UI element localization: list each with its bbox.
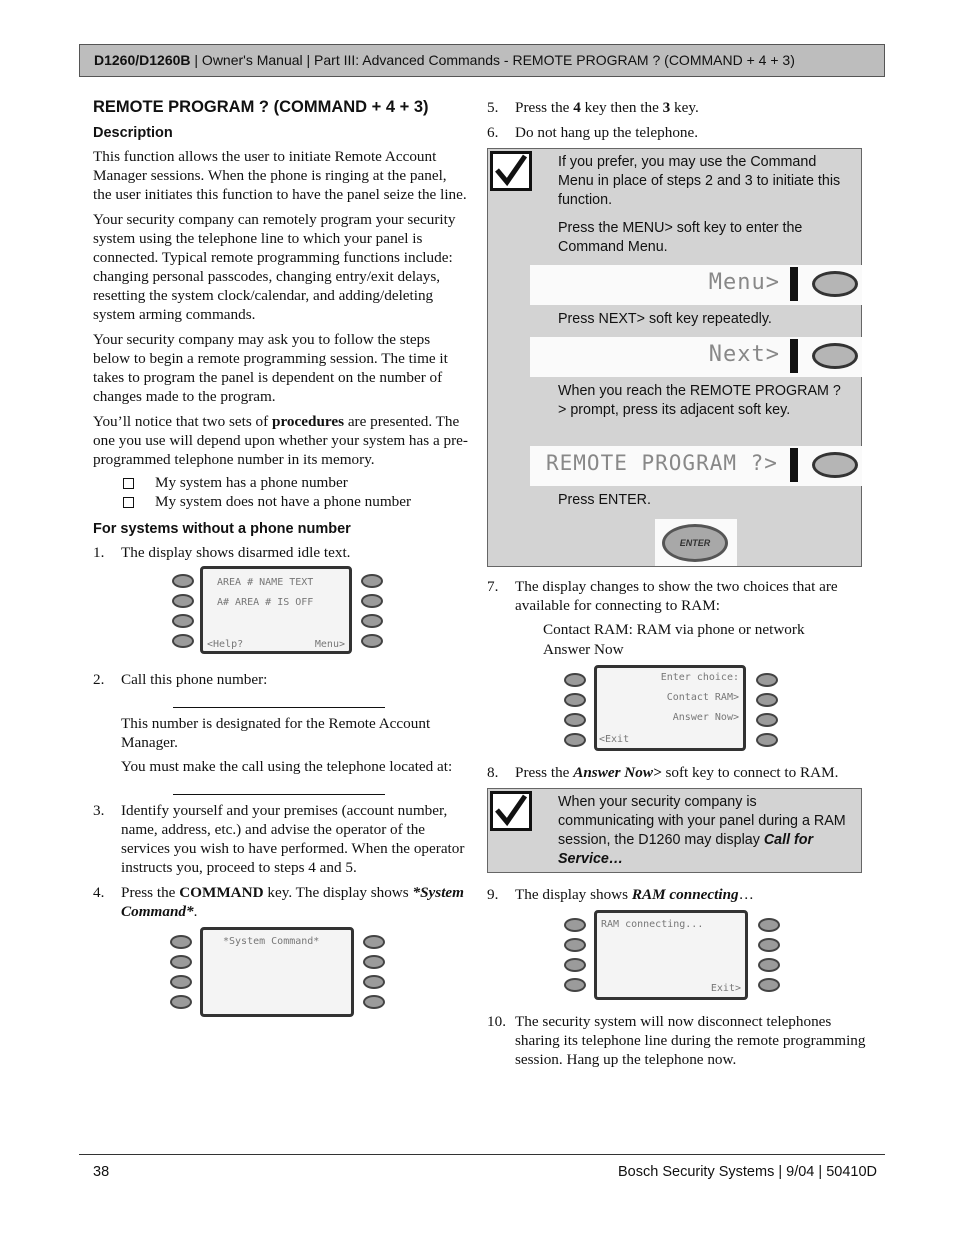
footer-rule (79, 1154, 885, 1155)
step-number: 3. (93, 802, 105, 819)
lcd-cursor-bar (790, 448, 798, 482)
paragraph-4 (93, 412, 468, 469)
page-number: 38 (93, 1164, 110, 1180)
keypad-display (594, 910, 748, 1000)
display-line: Contact RAM> (666, 692, 739, 703)
remote-program-soft-key (812, 452, 858, 478)
keypad-button (172, 594, 194, 608)
enter-key-strip (655, 519, 737, 566)
step-text (121, 883, 468, 921)
keypad-button (361, 574, 383, 588)
header-text: | Owner's Manual | Part III: Advanced Commands - REMOTE PROGRAM ? (COMMAND + 4 + 3) (190, 52, 795, 68)
keypad-button (564, 733, 586, 747)
s4-pre: Press the (121, 884, 180, 901)
next-soft-key (812, 343, 858, 369)
note-box-command-menu (487, 148, 862, 567)
step-number: 7. (487, 578, 499, 595)
s8-pre: Press the (515, 764, 574, 781)
step-3 (93, 801, 468, 877)
menu-soft-key (812, 271, 858, 297)
keypad-button (172, 634, 194, 648)
keypad-button (756, 693, 778, 707)
step-6 (487, 123, 867, 142)
step-number: 6. (487, 124, 499, 141)
note-text-4: When you reach the REMOTE PROGRAM ?> prompt, press its adjacent soft key. (558, 383, 841, 418)
keypad-button (564, 938, 586, 952)
lcd-next-text: Next> (708, 342, 780, 367)
keypad-button (361, 634, 383, 648)
step-2-note-2: You must make the call using the telephone located at: (121, 758, 453, 775)
note2-text: When your security company is communicating with your panel during a RAM session, the D1260 may display (558, 794, 846, 848)
step-text: The display shows disarmed idle text. (121, 544, 351, 561)
paragraph-1: This function allows the user to initiate Remote Account Manager sessions. When the phone is ringing at the panel, the user initiates this function to have the panel seize the line. (93, 148, 467, 203)
s9-pre: The display shows (515, 886, 632, 903)
display-line: Menu> (314, 639, 345, 650)
step-text (515, 763, 867, 782)
lcd-remote-text: REMOTE PROGRAM ?> (546, 451, 778, 475)
s4-bold: COMMAND (179, 884, 264, 901)
keypad-button (172, 574, 194, 588)
step-2 (93, 670, 468, 795)
s5-a: Press the (515, 99, 574, 116)
keypad-button (564, 673, 586, 687)
step-text: Do not hang up the telephone. (515, 124, 699, 141)
keypad-button (758, 938, 780, 952)
keypad-button (170, 995, 192, 1009)
keypad-button (564, 713, 586, 727)
option-answer-now: Answer Now (543, 641, 624, 658)
keypad-button (363, 955, 385, 969)
step-number: 8. (487, 764, 499, 781)
keypad-button (758, 918, 780, 932)
lcd-menu-strip (530, 265, 862, 305)
s8-italic: Answer Now> (573, 764, 662, 781)
keypad-button (363, 975, 385, 989)
option-contact-ram: Contact RAM: RAM via phone or network (543, 621, 805, 638)
step-1 (93, 543, 468, 562)
keypad-button (758, 978, 780, 992)
keypad-display (200, 927, 354, 1017)
step-number: 2. (93, 671, 105, 688)
keypad-button (361, 594, 383, 608)
step-2-note-1: This number is designated for the Remote Account Manager. (121, 715, 431, 751)
keypad-display (200, 566, 352, 654)
enter-key: ENTER (662, 524, 728, 562)
lcd-remote-strip (530, 446, 862, 486)
note-text-5: Press ENTER. (558, 492, 651, 508)
step-number: 5. (487, 99, 499, 116)
keypad-button (172, 614, 194, 628)
paragraph-2: Your security company can remotely program your security system using the telephone line to which your panel is connected. Typical remote programming functions include: changing personal passcodes, changing entry/exit delays, resetting the system clock/calendar, and adding/deleting system arming commands. (93, 211, 456, 323)
step-10 (487, 1012, 867, 1069)
keypad-button (170, 975, 192, 989)
s5-b: 4 (573, 99, 581, 116)
s5-c: key then the (580, 99, 663, 116)
display-line: Enter choice: (660, 672, 739, 683)
step-text: The display changes to show the two choices that are available for connecting to RAM: (515, 578, 838, 614)
p4-pre: You’ll notice that two sets of (93, 413, 273, 430)
keypad-button (564, 693, 586, 707)
keypad-button (363, 935, 385, 949)
keypad-button (363, 995, 385, 1009)
note-text-2: Press the MENU> soft key to enter the Command Menu. (558, 220, 803, 255)
keypad-button (564, 918, 586, 932)
step-9 (487, 885, 867, 904)
display-line: <Help? (207, 639, 244, 650)
description-heading: Description (93, 125, 173, 141)
bullet-list (123, 473, 468, 511)
step-number: 1. (93, 544, 105, 561)
note-text-1: If you prefer, you may use the Command Menu in place of steps 2 and 3 to initiate this function. (558, 154, 841, 208)
keypad-ram-connecting (562, 910, 782, 1002)
note-text-call-for-service (558, 793, 848, 869)
s4-post: key. The display shows (263, 884, 413, 901)
keypad-button (361, 614, 383, 628)
display-line: Exit> (710, 983, 741, 994)
keypad-button (564, 978, 586, 992)
lcd-cursor-bar (790, 339, 798, 373)
step-4 (93, 883, 468, 921)
p4-bold: procedures (272, 413, 345, 430)
step-text: Identify yourself and your premises (account number, name, address, etc.) and advise the operator of the services you wish to have performed. When the operator instructs you, proceed to steps 4 and 5. (121, 802, 465, 876)
keypad-idle (168, 566, 383, 662)
lcd-menu-text: Menu> (708, 270, 780, 295)
step-number: 10. (487, 1013, 506, 1030)
keypad-button (756, 713, 778, 727)
note-text-3: Press NEXT> soft key repeatedly. (558, 311, 772, 327)
step-number: 4. (93, 884, 105, 901)
s9-italic: RAM connecting (631, 886, 739, 903)
step-text (515, 98, 867, 117)
step-5 (487, 98, 867, 117)
display-line: RAM connecting... (601, 919, 704, 930)
p4-post: are presented. The one you use will depend upon whether your system has a pre-programmed telephone number in its memory. (93, 413, 468, 468)
lcd-next-strip (530, 337, 862, 377)
display-line: *System Command* (223, 936, 320, 947)
running-header (79, 44, 885, 77)
left-column (93, 98, 468, 1019)
step-text (515, 885, 867, 904)
s5-d: 3 (662, 99, 671, 116)
step-text: The security system will now disconnect telephones sharing its telephone line during the remote programming session. Hang up the telephone now. (515, 1013, 866, 1068)
lcd-cursor-bar (790, 267, 798, 301)
bullet-item: My system does not have a phone number (123, 492, 468, 511)
display-line: AREA # NAME TEXT (217, 577, 314, 588)
note2-italic: Call for Service… (558, 832, 814, 867)
display-line: A# AREA # IS OFF (217, 597, 314, 608)
keypad-button (564, 958, 586, 972)
checkmark-icon (490, 791, 532, 831)
paragraph-3: Your security company may ask you to follow the steps below to begin a remote programming session. The time it takes to program the panel is dependent on the number of changes made to the program. (93, 331, 448, 405)
keypad-button (170, 955, 192, 969)
note-box-call-for-service (487, 788, 862, 873)
s9-post: … (738, 886, 754, 903)
section-title: REMOTE PROGRAM ? (COMMAND + 4 + 3) (93, 98, 429, 116)
keypad-enter-choice (562, 665, 782, 753)
subheading-no-phone: For systems without a phone number (93, 521, 351, 537)
keypad-button (756, 733, 778, 747)
s5-e: key. (670, 99, 699, 116)
keypad-button (758, 958, 780, 972)
s4-end: . (193, 903, 198, 920)
bullet-item: My system has a phone number (123, 473, 468, 492)
keypad-display (594, 665, 746, 751)
header-model: D1260/D1260B (94, 52, 191, 68)
footer-publisher: Bosch Security Systems | 9/04 | 50410D (618, 1164, 877, 1180)
keypad-system-command (168, 927, 383, 1019)
s4-italic: *System Command* (121, 884, 464, 920)
step-number: 9. (487, 886, 499, 903)
keypad-button (756, 673, 778, 687)
phone-number-blank (173, 707, 385, 708)
display-line: <Exit (599, 734, 630, 745)
step-7 (487, 577, 867, 659)
telephone-location-blank (173, 794, 385, 795)
right-column (487, 98, 867, 1075)
step-8 (487, 763, 867, 782)
keypad-button (170, 935, 192, 949)
display-line: Answer Now> (672, 712, 739, 723)
checkmark-icon (490, 151, 532, 191)
s8-post: soft key to connect to RAM. (661, 764, 839, 781)
step-text: Call this phone number: (121, 671, 268, 688)
